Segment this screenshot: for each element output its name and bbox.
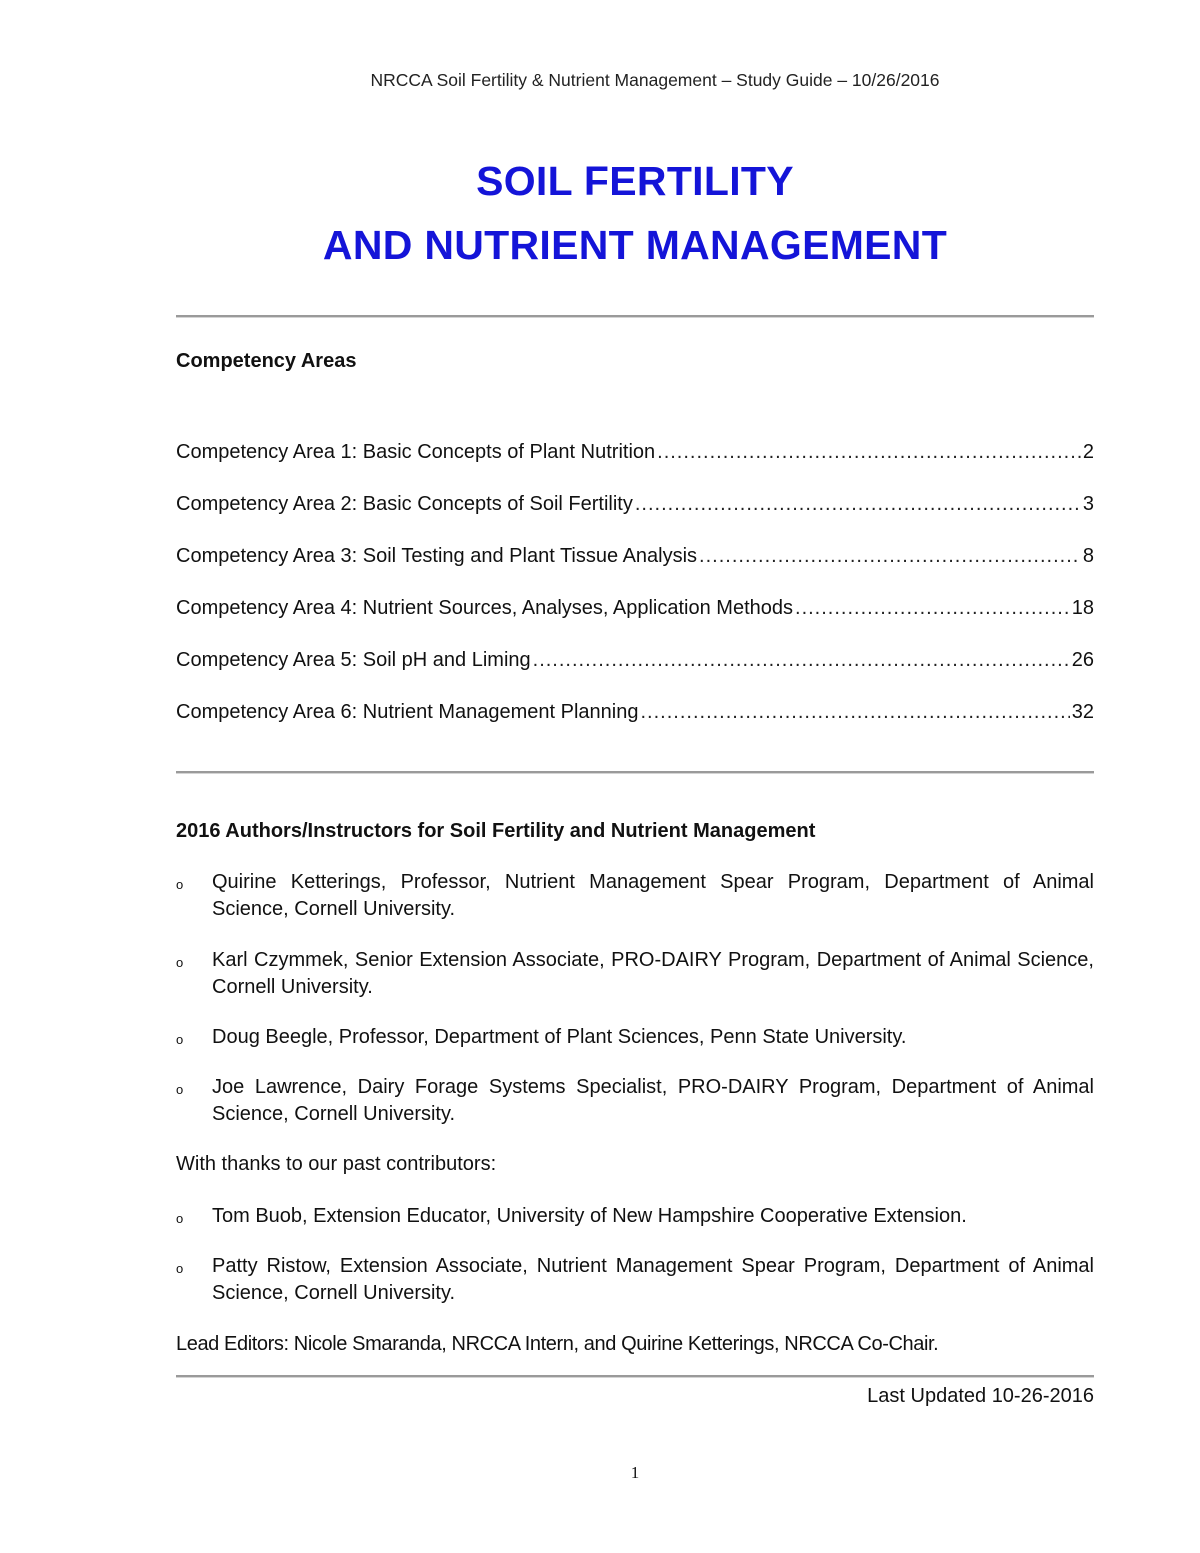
- toc-entry-label: Competency Area 4: Nutrient Sources, Analyses, Application Methods: [176, 597, 794, 619]
- toc-page-number: 8: [1082, 545, 1094, 567]
- document-title-line-2: AND NUTRIENT MANAGEMENT: [322, 222, 948, 268]
- list-item: [176, 1074, 1094, 1128]
- lead-editors: Lead Editors: Nicole Smaranda, NRCCA Intern, and Quirine Ketterings, NRCCA Co-Chair.: [176, 1333, 939, 1355]
- bullet-icon: o: [176, 1261, 184, 1276]
- author-entry: Quirine Ketterings, Professor, Nutrient Management Spear Program, Department of Animal Science, Cornell University.: [212, 871, 1094, 920]
- section-divider: [176, 315, 1094, 317]
- toc-page-number: 26: [1071, 649, 1094, 671]
- page-number: 1: [630, 1463, 640, 1482]
- section-divider: [176, 771, 1094, 773]
- toc-entry[interactable]: [176, 441, 1094, 467]
- author-entry: Karl Czymmek, Senior Extension Associate, PRO-DAIRY Program, Department of Animal Science, Cornell University.: [212, 949, 1094, 998]
- past-contributors-intro: With thanks to our past contributors:: [176, 1153, 497, 1175]
- contributor-entry: Tom Buob, Extension Educator, University of New Hampshire Cooperative Extension.: [212, 1205, 967, 1227]
- toc-entry-label: Competency Area 6: Nutrient Management Planning: [176, 701, 639, 723]
- list-item: [176, 947, 1094, 1001]
- toc-page-number: 3: [1082, 493, 1094, 515]
- section-divider: [176, 1375, 1094, 1377]
- running-header: NRCCA Soil Fertility & Nutrient Management – Study Guide – 10/26/2016: [370, 70, 940, 90]
- toc-entry-label: Competency Area 2: Basic Concepts of Soil Fertility: [176, 493, 633, 515]
- author-entry: Joe Lawrence, Dairy Forage Systems Specialist, PRO-DAIRY Program, Department of Animal Science, Cornell University.: [212, 1076, 1094, 1125]
- bullet-icon: o: [176, 1211, 184, 1226]
- list-item: [176, 1024, 1094, 1051]
- list-item: [176, 1203, 1094, 1230]
- list-item: [176, 869, 1094, 923]
- document-title-line-1: SOIL FERTILITY: [476, 158, 794, 204]
- bullet-icon: o: [176, 877, 184, 892]
- toc-page-number: 2: [1082, 441, 1094, 463]
- toc-entry-label: Competency Area 1: Basic Concepts of Plant Nutrition: [176, 441, 656, 463]
- toc-entry-label: Competency Area 5: Soil pH and Liming: [176, 649, 531, 671]
- toc-page-number: 32: [1071, 701, 1094, 723]
- toc-leader-dots: [657, 441, 1081, 464]
- last-updated: Last Updated 10-26-2016: [867, 1385, 1094, 1407]
- toc-entry[interactable]: [176, 649, 1094, 675]
- toc-entry[interactable]: [176, 701, 1094, 727]
- contributor-entry: Patty Ristow, Extension Associate, Nutrient Management Spear Program, Department of Animal Science, Cornell University.: [212, 1255, 1094, 1304]
- bullet-icon: o: [176, 955, 184, 970]
- authors-heading: 2016 Authors/Instructors for Soil Fertility and Nutrient Management: [176, 820, 816, 842]
- competency-heading: Competency Areas: [176, 350, 357, 372]
- toc-entry[interactable]: [176, 597, 1094, 623]
- toc-entry[interactable]: [176, 493, 1094, 519]
- toc-leader-dots: [795, 597, 1070, 620]
- author-entry: Doug Beegle, Professor, Department of Plant Sciences, Penn State University.: [212, 1026, 907, 1048]
- toc-entry-label: Competency Area 3: Soil Testing and Plant Tissue Analysis: [176, 545, 698, 567]
- toc-leader-dots: [699, 545, 1081, 568]
- bullet-icon: o: [176, 1082, 184, 1097]
- list-item: [176, 1253, 1094, 1307]
- toc-leader-dots: [635, 493, 1081, 516]
- toc-page-number: 18: [1071, 597, 1094, 619]
- toc-leader-dots: [641, 701, 1070, 724]
- toc-entry[interactable]: [176, 545, 1094, 571]
- bullet-icon: o: [176, 1032, 184, 1047]
- toc-leader-dots: [533, 649, 1070, 672]
